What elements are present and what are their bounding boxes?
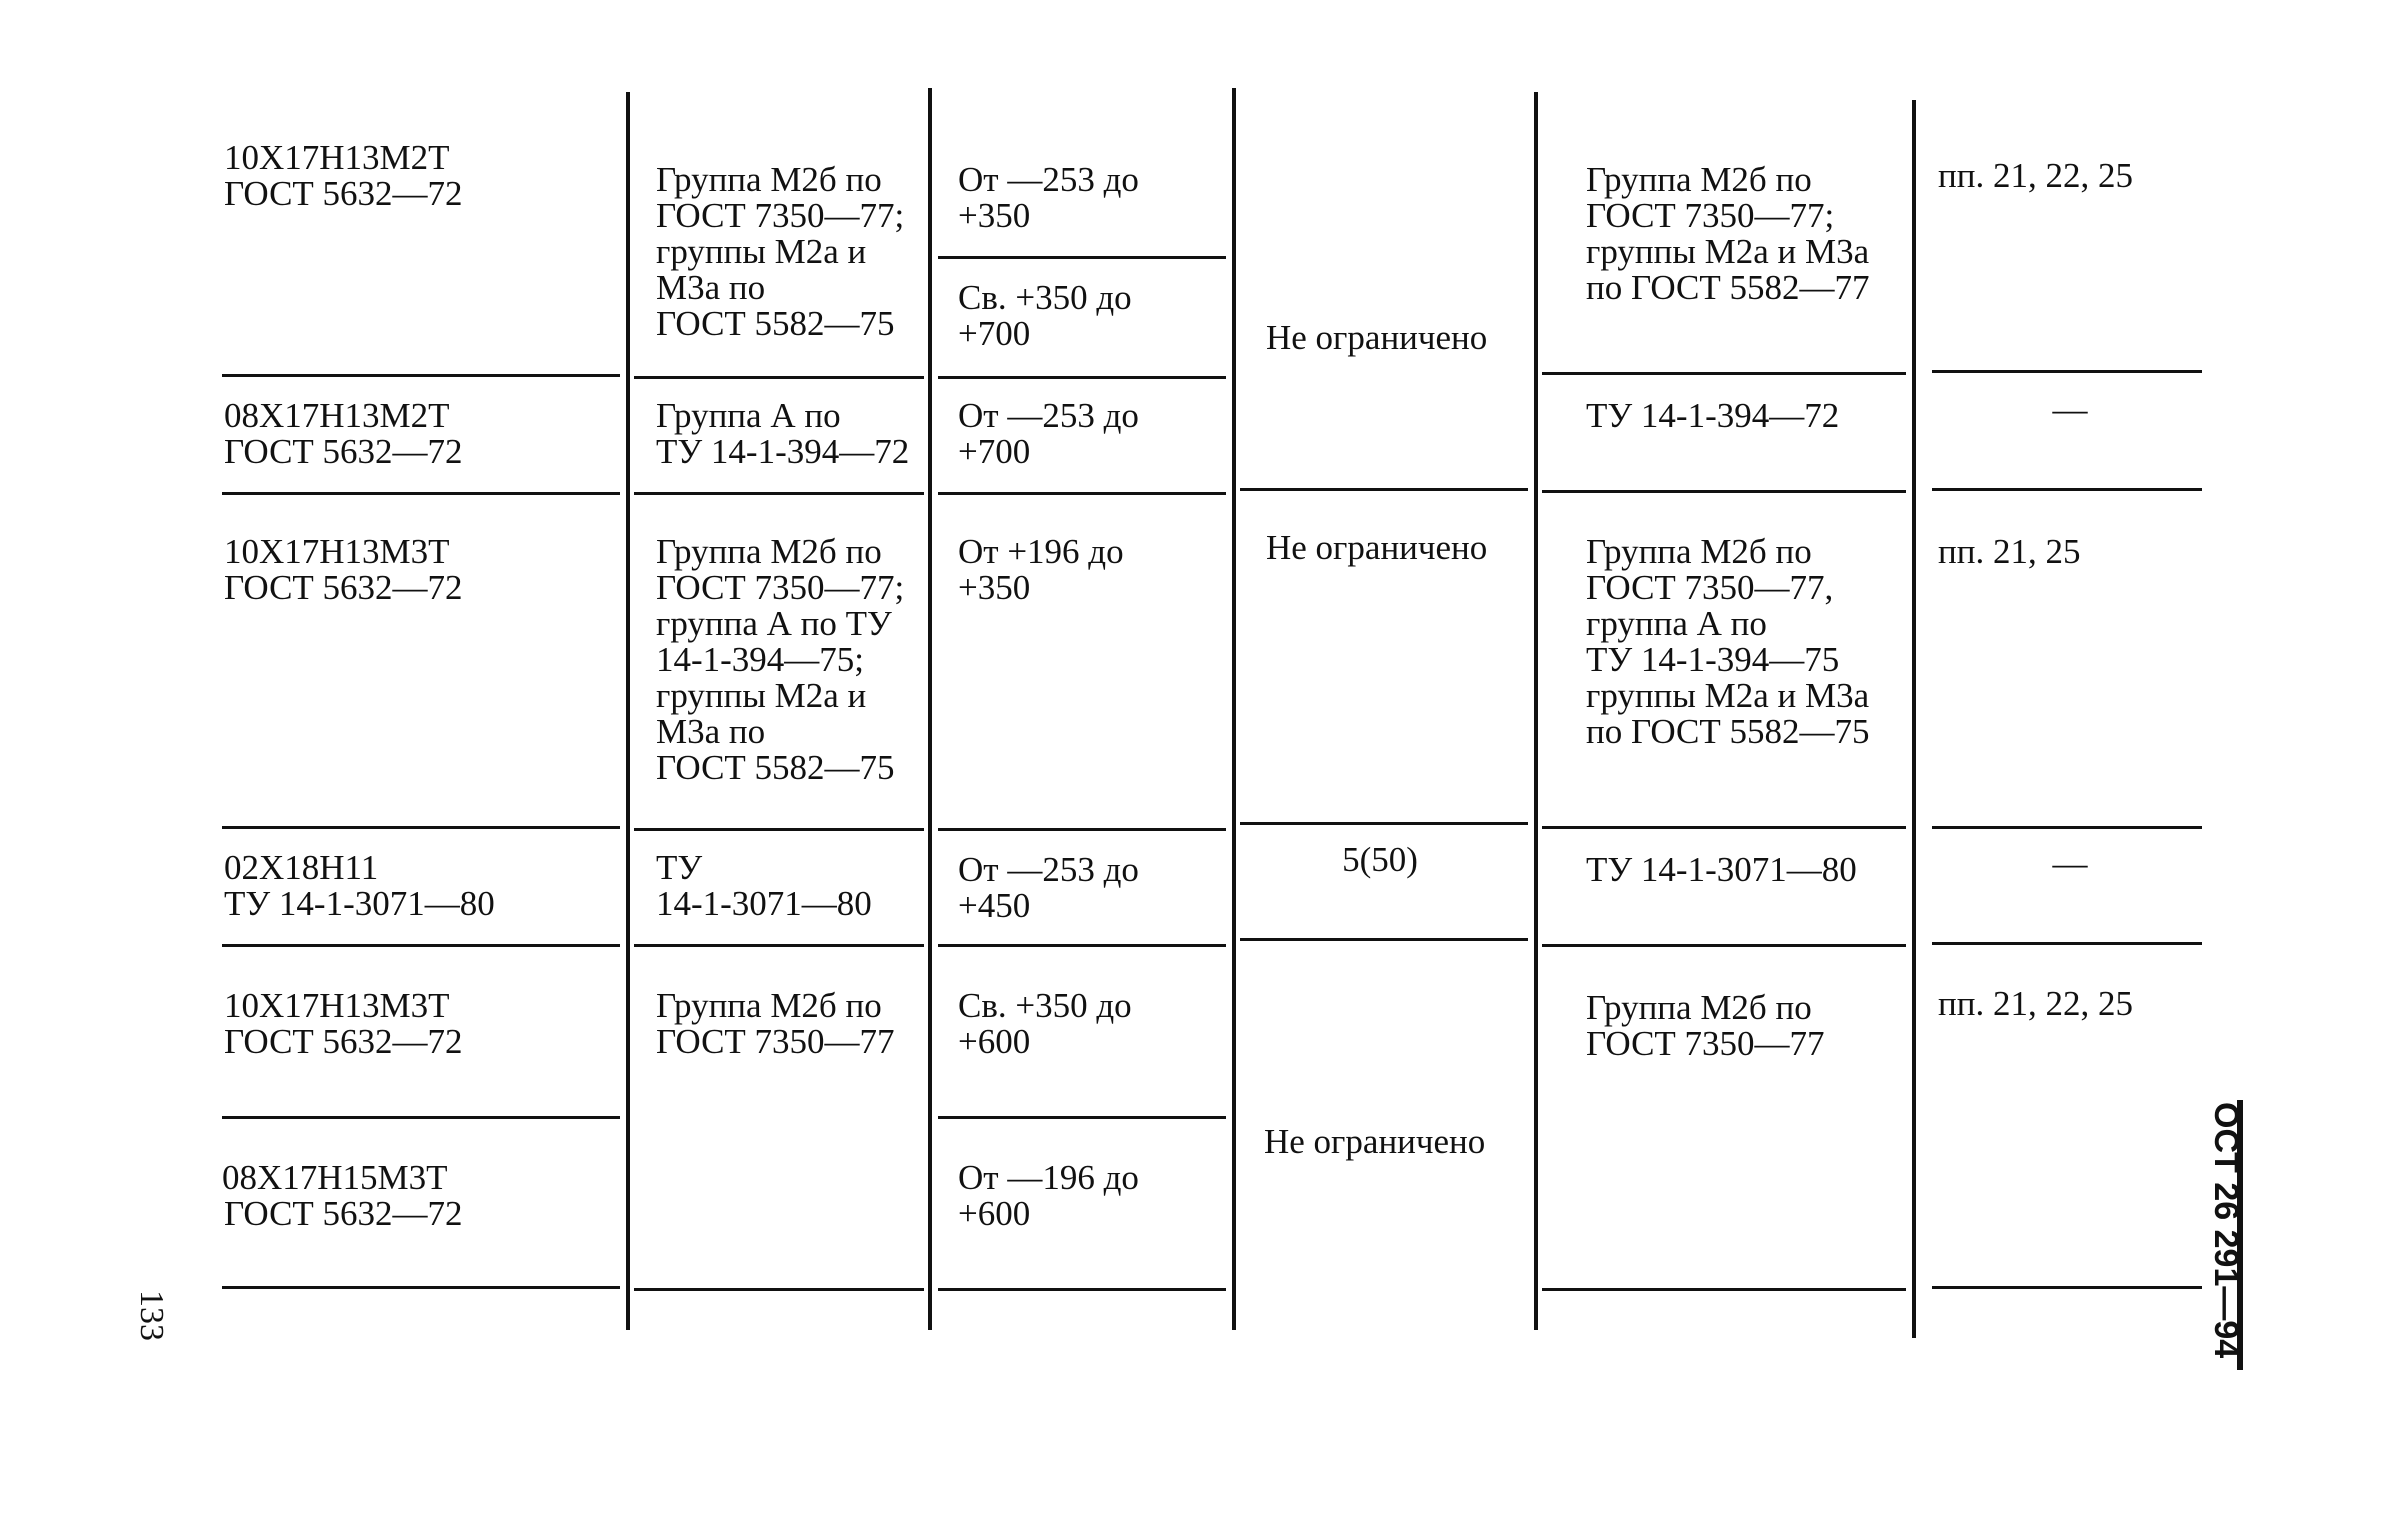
steel-grade: 10Х17Н13М2Т (224, 138, 450, 177)
steel-grade: 02Х18Н11 (224, 848, 379, 887)
row-rule (634, 376, 924, 379)
row-rule (634, 828, 924, 831)
control-document: ТУ 14-1-394—75 (1586, 640, 1840, 679)
semi-product: ГОСТ 7350—77; (656, 568, 905, 607)
control-document: ГОСТ 7350—77; (1586, 196, 1835, 235)
semi-product: ГОСТ 5582—75 (656, 304, 895, 343)
row-rule (222, 1116, 620, 1119)
temperature-range: +600 (958, 1022, 1031, 1061)
semi-product: Группа А по (656, 396, 841, 435)
row-rule (1240, 938, 1528, 941)
row-rule (938, 376, 1226, 379)
steel-grade: 10Х17Н13М3Т (224, 986, 450, 1025)
control-document: ТУ 14-1-3071—80 (1586, 850, 1857, 889)
control-document: Группа М2б по (1586, 988, 1812, 1027)
semi-product: Группа М2б по (656, 160, 882, 199)
notes: — (2052, 390, 2088, 429)
semi-product: М3а по (656, 712, 766, 751)
row-rule (1542, 1288, 1906, 1291)
row-rule (938, 256, 1226, 259)
semi-product: группа А по ТУ (656, 604, 892, 643)
column-rule-1 (626, 92, 630, 1330)
row-rule (1240, 822, 1528, 825)
semi-product: группы М2а и (656, 232, 867, 271)
page-number: 133 (133, 1290, 170, 1341)
temperature-range: От —253 до (958, 850, 1139, 889)
semi-product: Группа М2б по (656, 986, 882, 1025)
row-rule (938, 1116, 1226, 1119)
control-document: ГОСТ 7350—77, (1586, 568, 1834, 607)
row-rule (1542, 826, 1906, 829)
row-rule (222, 1286, 620, 1289)
row-rule (1932, 370, 2202, 373)
row-rule (1932, 942, 2202, 945)
temperature-range: Св. +350 до (958, 986, 1132, 1025)
row-rule (222, 492, 620, 495)
column-rule-2 (928, 88, 932, 1330)
temperature-range: +700 (958, 314, 1031, 353)
steel-standard: ГОСТ 5632—72 (224, 432, 463, 471)
row-rule (938, 828, 1226, 831)
row-rule (222, 944, 620, 947)
steel-standard: ГОСТ 5632—72 (224, 174, 463, 213)
steel-grade: 10Х17Н13М3Т (224, 532, 450, 571)
pressure-limit: Не ограничено (1264, 1122, 1486, 1161)
steel-standard: ГОСТ 5632—72 (224, 1194, 463, 1233)
semi-product: 14-1-394—75; (656, 640, 865, 679)
document-code: ОСТ 26 291—94 (2207, 1102, 2245, 1359)
steel-standard: ГОСТ 5632—72 (224, 568, 463, 607)
control-document: Группа М2б по (1586, 160, 1812, 199)
steel-grade: 08Х17Н15М3Т (222, 1158, 448, 1197)
semi-product: ГОСТ 5582—75 (656, 748, 895, 787)
semi-product: 14-1-3071—80 (656, 884, 872, 923)
row-rule (1240, 488, 1528, 491)
row-rule (938, 492, 1226, 495)
temperature-range: +350 (958, 196, 1031, 235)
temperature-range: От —196 до (958, 1158, 1139, 1197)
row-rule (1932, 488, 2202, 491)
row-rule (1542, 944, 1906, 947)
temperature-range: От +196 до (958, 532, 1124, 571)
notes: — (2052, 844, 2088, 883)
temperature-range: От —253 до (958, 160, 1139, 199)
row-rule (634, 944, 924, 947)
row-rule (1932, 1286, 2202, 1289)
semi-product: ГОСТ 7350—77; (656, 196, 905, 235)
temperature-range: +350 (958, 568, 1031, 607)
steel-standard: ГОСТ 5632—72 (224, 1022, 463, 1061)
row-rule (222, 374, 620, 377)
column-rule-5 (1912, 100, 1916, 1338)
column-rule-4 (1534, 92, 1538, 1330)
temperature-range: +700 (958, 432, 1031, 471)
pressure-limit: Не ограничено (1266, 528, 1488, 567)
row-rule (634, 1288, 924, 1291)
semi-product: ТУ (656, 848, 703, 887)
control-document: ТУ 14-1-394—72 (1586, 396, 1840, 435)
control-document: по ГОСТ 5582—75 (1586, 712, 1870, 751)
row-rule (938, 944, 1226, 947)
semi-product: группы М2а и (656, 676, 867, 715)
control-document: группы М2а и М3а (1586, 676, 1870, 715)
temperature-range: +450 (958, 886, 1031, 925)
row-rule (634, 492, 924, 495)
semi-product: Группа М2б по (656, 532, 882, 571)
control-document: группа А по (1586, 604, 1767, 643)
column-rule-3 (1232, 88, 1236, 1330)
row-rule (1932, 826, 2202, 829)
steel-standard: ТУ 14-1-3071—80 (224, 884, 495, 923)
notes: пп. 21, 25 (1938, 532, 2081, 571)
pressure-limit: Не ограничено (1266, 318, 1488, 357)
temperature-range: +600 (958, 1194, 1031, 1233)
notes: пп. 21, 22, 25 (1938, 984, 2133, 1023)
control-document: по ГОСТ 5582—77 (1586, 268, 1870, 307)
row-rule (938, 1288, 1226, 1291)
semi-product: ГОСТ 7350—77 (656, 1022, 895, 1061)
notes: пп. 21, 22, 25 (1938, 156, 2133, 195)
row-rule (222, 826, 620, 829)
semi-product: М3а по (656, 268, 766, 307)
pressure-limit: 5(50) (1342, 840, 1418, 879)
control-document: ГОСТ 7350—77 (1586, 1024, 1825, 1063)
control-document: Группа М2б по (1586, 532, 1812, 571)
semi-product: ТУ 14-1-394—72 (656, 432, 910, 471)
row-rule (1542, 372, 1906, 375)
row-rule (1542, 490, 1906, 493)
temperature-range: Св. +350 до (958, 278, 1132, 317)
temperature-range: От —253 до (958, 396, 1139, 435)
steel-grade: 08Х17Н13М2Т (224, 396, 450, 435)
control-document: группы М2а и М3а (1586, 232, 1870, 271)
